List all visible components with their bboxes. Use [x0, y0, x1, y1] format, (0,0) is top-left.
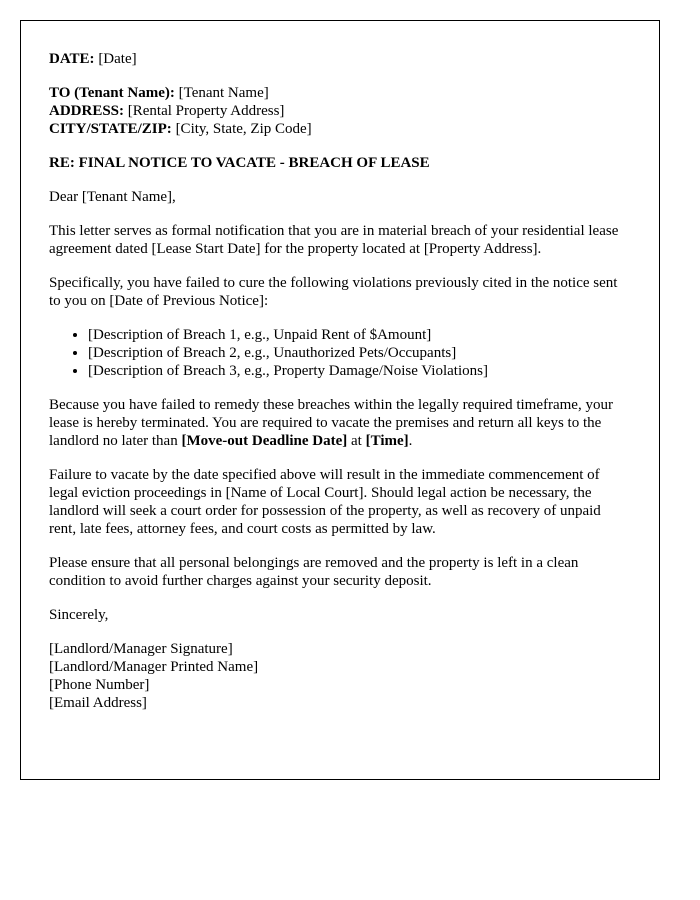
- tenant-value: [Tenant Name]: [178, 85, 269, 101]
- recipient-block: [49, 84, 631, 138]
- address-value: [Rental Property Address]: [127, 103, 285, 119]
- city-value: [City, State, Zip Code]: [175, 121, 312, 137]
- address-label: ADDRESS:: [49, 103, 125, 119]
- city-label: CITY/STATE/ZIP:: [49, 121, 172, 137]
- salutation: Dear [Tenant Name],: [49, 189, 176, 205]
- breach-list: [49, 326, 631, 380]
- list-item: • [Description of Breach 3, e.g., Property Damage/Noise Violations]: [88, 362, 631, 380]
- tenant-label: TO (Tenant Name):: [49, 85, 175, 101]
- address-line: [49, 102, 631, 120]
- tenant-line: [49, 84, 631, 102]
- paragraph-belongings: Please ensure that all personal belongings are removed and the property is left in a clean condition to avoid further charges against your security deposit.: [49, 555, 579, 589]
- list-item: • [Description of Breach 1, e.g., Unpaid Rent of $Amount]: [88, 326, 631, 344]
- printed-name-line: [Landlord/Manager Printed Name]: [49, 659, 259, 675]
- date-label: DATE:: [49, 51, 95, 67]
- city-line: [49, 120, 631, 138]
- date-line: [49, 50, 631, 68]
- phone-line: [Phone Number]: [49, 677, 150, 693]
- paragraph-violations-intro: Specifically, you have failed to cure the following violations previously cited in the notice sent to you on [Date of Previous Notice]:: [49, 275, 618, 309]
- list-item: • [Description of Breach 2, e.g., Unauthorized Pets/Occupants]: [88, 344, 631, 362]
- date-value: [Date]: [98, 51, 137, 67]
- deadline-date: [Move-out Deadline Date]: [181, 433, 348, 449]
- closing: Sincerely,: [49, 607, 109, 623]
- subject-line: RE: FINAL NOTICE TO VACATE - BREACH OF LEASE: [49, 155, 430, 171]
- signature-line: [Landlord/Manager Signature]: [49, 641, 233, 657]
- email-line: [Email Address]: [49, 695, 147, 711]
- paragraph-termination: [49, 396, 631, 450]
- termination-text: Because you have failed to remedy these breaches within the legally required timeframe, your lease is hereby terminated. You are required to vacate the premises and return all keys to the landlord no later than: [49, 397, 613, 449]
- termination-text-at: at: [347, 433, 366, 449]
- letter-document: [20, 20, 660, 780]
- deadline-time: [Time]: [365, 433, 409, 449]
- paragraph-eviction-warning: Failure to vacate by the date specified above will result in the immediate commencement of legal eviction proceedings in [Name of Local Court]. Should legal action be necessary, the landlord will seek a court order for possession of the property, as well as recovery of unpaid rent, late fees, attorney fees, and court costs as permitted by law.: [49, 467, 601, 537]
- paragraph-breach-notice: This letter serves as formal notification that you are in material breach of your residential lease agreement dated [Lease Start Date] for the property located at [Property Address].: [49, 223, 619, 257]
- termination-text-end: .: [408, 433, 413, 449]
- signature-block: [49, 640, 631, 712]
